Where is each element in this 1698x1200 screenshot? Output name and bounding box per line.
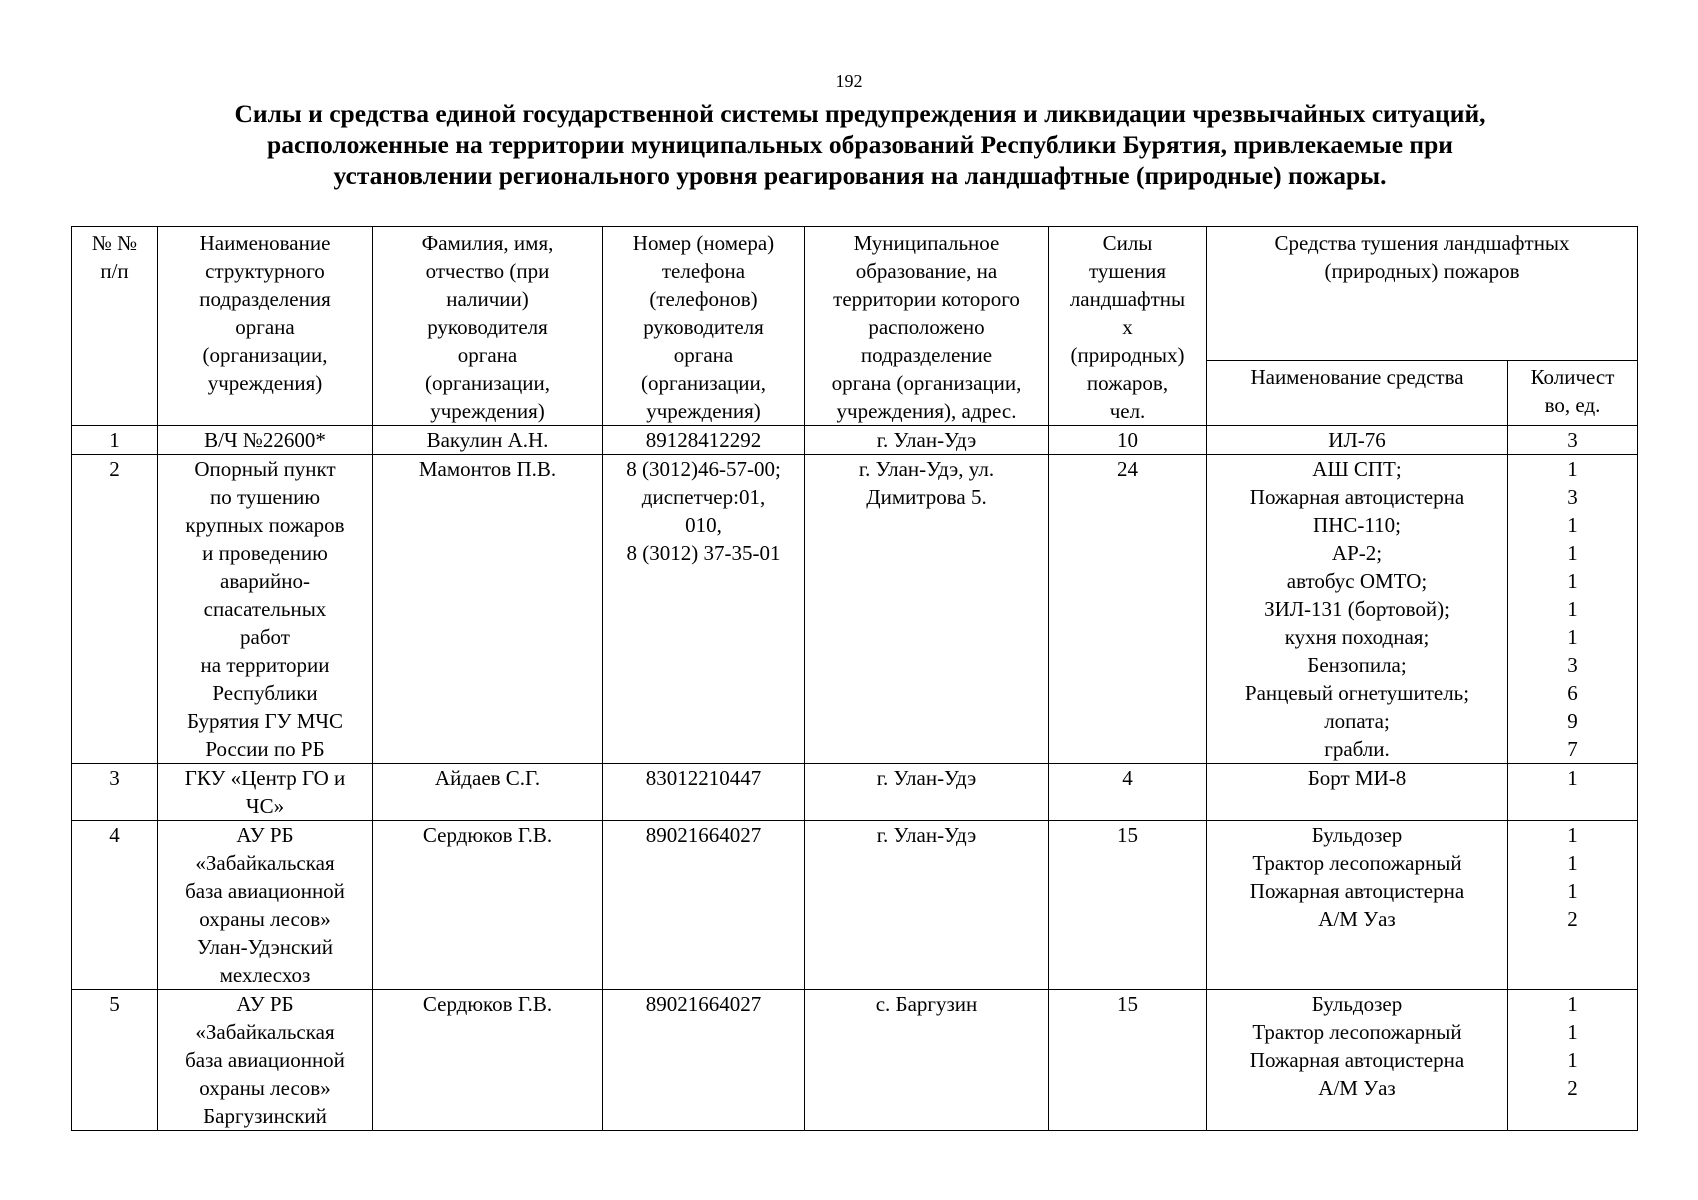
- cell-line: 2: [1567, 907, 1578, 931]
- cell-num: [72, 821, 158, 990]
- cell-municipality: [805, 426, 1049, 455]
- cell-line: 15: [1117, 992, 1138, 1016]
- cell-line: органа (организации,: [831, 371, 1022, 395]
- cell-line: Трактор лесопожарный: [1252, 851, 1462, 875]
- cell-line: Средства тушения ландшафтных: [1274, 231, 1570, 255]
- cell-line: 1: [1567, 625, 1578, 649]
- cell-line: тушения: [1088, 259, 1167, 283]
- cell-line: 89021664027: [645, 992, 762, 1016]
- cell-line: А/М Уаз: [1318, 1076, 1396, 1100]
- cell-line: АУ РБ: [236, 823, 294, 847]
- title-line: Силы и средства единой государственной системы предупреждения и ликвидации чрезвычайных ситуаций,: [234, 99, 1486, 128]
- table-header: [72, 227, 1638, 426]
- table-body: [72, 426, 1638, 1131]
- cell-qty: [1508, 455, 1638, 764]
- cell-qty: [1508, 990, 1638, 1131]
- cell-forces: [1049, 455, 1207, 764]
- table-row: [72, 426, 1638, 455]
- cell-line: база авиационной: [185, 879, 345, 903]
- cell-line: ландшафтны: [1069, 287, 1186, 311]
- cell-municipality: [805, 821, 1049, 990]
- cell-line: 1: [1567, 766, 1578, 790]
- cell-line: 10: [1117, 428, 1138, 452]
- header-means-qty: [1508, 361, 1638, 426]
- cell-line: Сердюков Г.В.: [422, 992, 553, 1016]
- header-forces: [1049, 227, 1207, 426]
- cell-means: [1207, 990, 1508, 1131]
- cell-line: 4: [1122, 766, 1133, 790]
- cell-line: 3: [109, 766, 120, 790]
- cell-line: спасательных: [203, 597, 327, 621]
- cell-line: (организации,: [202, 343, 328, 367]
- cell-line: Улан-Удэнский: [197, 935, 333, 959]
- cell-line: (телефонов): [649, 287, 758, 311]
- cell-line: 9: [1567, 709, 1578, 733]
- cell-line: 2: [109, 457, 120, 481]
- cell-line: России по РБ: [205, 737, 325, 761]
- cell-unit: [158, 764, 373, 821]
- cell-line: 1: [1567, 569, 1578, 593]
- cell-line: 5: [109, 992, 120, 1016]
- cell-line: (природных) пожаров: [1324, 259, 1520, 283]
- cell-line: подразделения: [199, 287, 331, 311]
- header-municipality: [805, 227, 1049, 426]
- cell-line: руководителя: [427, 315, 548, 339]
- cell-line: учреждения): [207, 371, 323, 395]
- cell-line: образование, на: [855, 259, 998, 283]
- cell-line: г. Улан-Удэ, ул.: [858, 457, 995, 481]
- header-head: [373, 227, 603, 426]
- cell-line: 1: [1567, 1020, 1578, 1044]
- cell-line: работ: [240, 625, 290, 649]
- cell-line: Наименование: [199, 231, 331, 255]
- document-title: [110, 98, 1610, 191]
- cell-line: телефона: [661, 259, 746, 283]
- cell-line: 6: [1567, 681, 1578, 705]
- cell-line: Пожарная автоцистерна: [1249, 879, 1465, 903]
- cell-line: Опорный пункт: [194, 457, 336, 481]
- cell-line: х: [1122, 315, 1133, 339]
- cell-line: ЧС»: [245, 794, 285, 818]
- cell-line: лопата;: [1324, 709, 1390, 733]
- cell-line: руководителя: [643, 315, 764, 339]
- cell-line: крупных пожаров: [185, 513, 345, 537]
- cell-line: учреждения): [430, 399, 545, 423]
- cell-head: [373, 821, 603, 990]
- cell-forces: [1049, 764, 1207, 821]
- cell-line: структурного: [205, 259, 325, 283]
- cell-line: учреждения), адрес.: [836, 399, 1017, 423]
- cell-means: [1207, 426, 1508, 455]
- cell-line: территории которого: [833, 287, 1020, 311]
- cell-line: органа: [673, 343, 734, 367]
- cell-line: ИЛ-76: [1328, 428, 1386, 452]
- cell-line: г. Улан-Удэ: [876, 428, 977, 452]
- cell-line: ПНС-110;: [1313, 513, 1401, 537]
- cell-line: Трактор лесопожарный: [1252, 1020, 1462, 1044]
- cell-line: 4: [109, 823, 120, 847]
- cell-line: Республики: [212, 681, 318, 705]
- cell-line: отчество (при: [425, 259, 550, 283]
- cell-num: [72, 426, 158, 455]
- cell-line: во, ед.: [1544, 393, 1601, 418]
- cell-line: по тушению: [209, 485, 321, 509]
- cell-line: 010,: [685, 513, 722, 537]
- title-line: установлении регионального уровня реагирования на ландшафтные (природные) пожары.: [333, 161, 1387, 190]
- cell-line: диспетчер:01,: [641, 485, 766, 509]
- cell-line: 15: [1117, 823, 1138, 847]
- cell-line: 1: [1567, 597, 1578, 621]
- cell-line: 2: [1567, 1076, 1578, 1100]
- table-row: [72, 764, 1638, 821]
- cell-line: охраны лесов»: [199, 1076, 331, 1100]
- cell-phone: [603, 821, 805, 990]
- cell-line: 1: [1567, 879, 1578, 903]
- cell-municipality: [805, 455, 1049, 764]
- cell-line: Муниципальное: [853, 231, 1000, 255]
- cell-line: 8 (3012)46-57-00;: [626, 457, 781, 481]
- header-num: [72, 227, 158, 426]
- forces-table: [71, 226, 1638, 1131]
- cell-head: [373, 764, 603, 821]
- cell-line: пожаров,: [1086, 371, 1169, 395]
- cell-line: подразделение: [860, 343, 993, 367]
- table-row: [72, 821, 1638, 990]
- cell-line: АР-2;: [1331, 541, 1383, 565]
- cell-unit: [158, 426, 373, 455]
- cell-line: «Забайкальская: [195, 1020, 335, 1044]
- cell-line: 3: [1567, 428, 1578, 452]
- cell-line: Борт МИ-8: [1307, 766, 1407, 790]
- cell-unit: [158, 821, 373, 990]
- cell-line: 1: [1567, 823, 1578, 847]
- header-means: [1207, 227, 1638, 361]
- cell-line: мехлесхоз: [219, 963, 311, 987]
- cell-unit: [158, 455, 373, 764]
- cell-line: Мамонтов П.В.: [418, 457, 557, 481]
- cell-num: [72, 990, 158, 1131]
- cell-line: Количест: [1530, 365, 1615, 390]
- cell-line: (организации,: [425, 371, 550, 395]
- cell-line: ЗИЛ-131 (бортовой);: [1264, 597, 1450, 621]
- cell-line: Баргузинский: [203, 1104, 327, 1128]
- cell-line: 1: [1567, 541, 1578, 565]
- cell-line: 89021664027: [645, 823, 762, 847]
- cell-means: [1207, 455, 1508, 764]
- cell-line: № №: [91, 231, 138, 255]
- cell-line: грабли.: [1324, 737, 1390, 761]
- cell-line: Ранцевый огнетушитель;: [1244, 681, 1470, 705]
- cell-line: Бульдозер: [1311, 823, 1403, 847]
- cell-line: 1: [1567, 1048, 1578, 1072]
- cell-line: учреждения): [646, 399, 761, 423]
- cell-line: АУ РБ: [236, 992, 294, 1016]
- cell-line: ГКУ «Центр ГО и: [184, 766, 346, 790]
- cell-line: расположено: [868, 315, 985, 339]
- cell-line: с. Баргузин: [875, 992, 978, 1016]
- cell-line: 83012210447: [645, 766, 762, 790]
- cell-line: АШ СПТ;: [1312, 457, 1402, 481]
- cell-line: Бензопила;: [1307, 653, 1407, 677]
- cell-line: 7: [1567, 737, 1578, 761]
- cell-line: охраны лесов»: [199, 907, 331, 931]
- cell-means: [1207, 764, 1508, 821]
- cell-head: [373, 426, 603, 455]
- cell-line: 89128412292: [645, 428, 762, 452]
- table-row: [72, 455, 1638, 764]
- cell-line: 1: [109, 428, 120, 452]
- cell-line: Бульдозер: [1311, 992, 1403, 1016]
- cell-line: г. Улан-Удэ: [876, 823, 977, 847]
- cell-line: Пожарная автоцистерна: [1249, 1048, 1465, 1072]
- cell-line: Фамилия, имя,: [421, 231, 554, 255]
- cell-phone: [603, 990, 805, 1131]
- cell-line: А/М Уаз: [1318, 907, 1396, 931]
- cell-forces: [1049, 821, 1207, 990]
- page-number: 192: [835, 71, 863, 91]
- title-line: расположенные на территории муниципальных образований Республики Бурятия, привлекаемые при: [267, 130, 1453, 159]
- cell-line: Бурятия ГУ МЧС: [186, 709, 344, 733]
- cell-line: г. Улан-Удэ: [876, 766, 977, 790]
- cell-head: [373, 990, 603, 1131]
- cell-line: органа: [235, 315, 295, 339]
- cell-line: 24: [1117, 457, 1138, 481]
- cell-line: Номер (номера): [632, 231, 775, 255]
- cell-head: [373, 455, 603, 764]
- cell-line: 1: [1567, 851, 1578, 875]
- cell-phone: [603, 764, 805, 821]
- cell-line: 1: [1567, 992, 1578, 1016]
- cell-line: кухня походная;: [1284, 625, 1430, 649]
- cell-line: Айдаев С.Г.: [434, 766, 541, 790]
- cell-line: 1: [1567, 513, 1578, 537]
- cell-line: В/Ч №22600*: [204, 428, 326, 452]
- cell-line: и проведению: [202, 541, 328, 565]
- cell-means: [1207, 821, 1508, 990]
- cell-line: чел.: [1109, 399, 1146, 423]
- cell-forces: [1049, 426, 1207, 455]
- cell-line: 1: [1567, 457, 1578, 481]
- cell-line: Силы: [1102, 231, 1153, 255]
- cell-phone: [603, 455, 805, 764]
- cell-line: база авиационной: [185, 1048, 345, 1072]
- header-phone: [603, 227, 805, 426]
- cell-phone: [603, 426, 805, 455]
- cell-num: [72, 764, 158, 821]
- cell-municipality: [805, 990, 1049, 1131]
- cell-line: (организации,: [641, 371, 766, 395]
- cell-line: «Забайкальская: [195, 851, 335, 875]
- cell-line: 8 (3012) 37-35-01: [626, 541, 781, 565]
- header-means-name: [1207, 361, 1508, 426]
- cell-line: п/п: [100, 259, 129, 283]
- cell-line: Наименование средства: [1250, 365, 1464, 390]
- cell-num: [72, 455, 158, 764]
- cell-line: 3: [1567, 653, 1578, 677]
- cell-line: аварийно-: [220, 569, 310, 593]
- cell-unit: [158, 990, 373, 1131]
- cell-line: Пожарная автоцистерна: [1249, 485, 1465, 509]
- cell-line: Вакулин А.Н.: [426, 428, 549, 452]
- cell-line: Сердюков Г.В.: [422, 823, 553, 847]
- cell-line: наличии): [446, 287, 529, 311]
- cell-line: Димитрова 5.: [866, 485, 987, 509]
- header-unit: [158, 227, 373, 426]
- cell-forces: [1049, 990, 1207, 1131]
- cell-qty: [1508, 426, 1638, 455]
- cell-qty: [1508, 821, 1638, 990]
- cell-line: 3: [1567, 485, 1578, 509]
- cell-municipality: [805, 764, 1049, 821]
- cell-line: органа: [457, 343, 518, 367]
- cell-line: автобус ОМТО;: [1286, 569, 1428, 593]
- table-row: [72, 990, 1638, 1131]
- cell-line: (природных): [1070, 343, 1185, 367]
- cell-line: на территории: [200, 653, 330, 677]
- cell-qty: [1508, 764, 1638, 821]
